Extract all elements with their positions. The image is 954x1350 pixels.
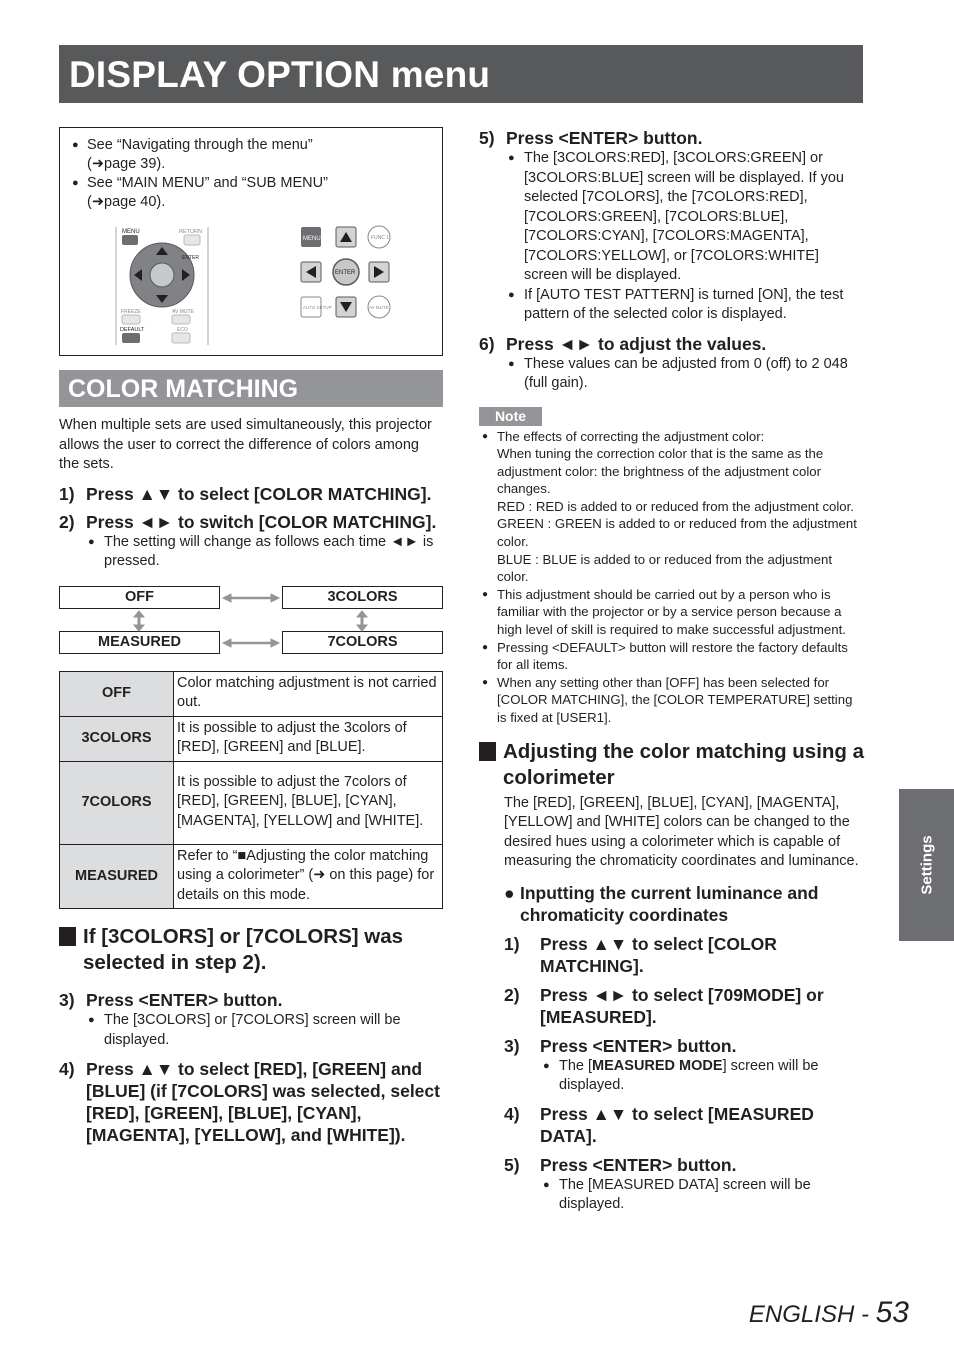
step-2-bullet: ● The setting will change as follows each time ◄► is pressed. (59, 533, 443, 572)
color-matching-intro: When multiple sets are used simultaneously, this projector allows the user to correct the difference of colors among the sets. (59, 417, 432, 472)
colorimeter-step-1: 1) Press ▲▼ to select [COLOR MATCHING]. (504, 933, 777, 976)
key-label-func: FUNC 1 (371, 235, 390, 241)
colorimeter-step-4: 4) Press ▲▼ to select [MEASURED DATA]. (504, 1103, 814, 1146)
step-5-bullet-2: ● If [AUTO TEST PATTERN] is turned [ON], the test pattern of the selected color is displayed. (479, 286, 865, 325)
title-bar (59, 45, 863, 103)
bullet-icon: ● (504, 882, 515, 903)
arrow-right-icon: ➜ (91, 156, 104, 172)
remote-label-menu: MENU (122, 229, 140, 235)
nav-bullet-1: ● See “Navigating through the menu” (➜page 39). (70, 136, 432, 174)
navigation-reference-box (59, 127, 443, 356)
table-row: 3COLORS It is possible to adjust the 3colors of [RED], [GREEN] and [BLUE]. (60, 716, 443, 761)
step-3: 3) Press <ENTER> button. (59, 990, 283, 1010)
note-item: ● Pressing <DEFAULT> button will restore the factory defaults for all items. (479, 639, 865, 674)
flow-box-measured: MEASURED (59, 631, 220, 654)
mode-flow-diagram (59, 586, 443, 658)
remote-control-illustration (112, 225, 212, 347)
mode-description-table (59, 671, 443, 910)
page-number: 53 (875, 1296, 909, 1329)
note-section (479, 407, 865, 727)
table-row: MEASURED Refer to “■Adjusting the color matching using a colorimeter” (➜ on this page) for details on this mode. (60, 844, 443, 909)
step-1: 1) Press ▲▼ to select [COLOR MATCHING]. (59, 483, 432, 504)
colorimeter-step-3-bullet: ● The [MEASURED MODE] screen will be displayed. (504, 1057, 865, 1096)
step-6: 6) Press ◄► to adjust the values. (479, 333, 767, 354)
colorimeter-steps (479, 933, 865, 1215)
flow-box-off: OFF (59, 586, 220, 609)
arrow-right-icon: ➜ (91, 194, 104, 210)
colorimeter-step-5-bullet: ● The [MEASURED DATA] screen will be displayed. (504, 1176, 865, 1215)
control-panel-keys-illustration (300, 225, 400, 325)
colorimeter-intro: The [RED], [GREEN], [BLUE], [CYAN], [MAGENTA], [YELLOW] and [WHITE] colors can be changed to the desired hues using a colorimeter which is capable of measuring the chromaticity coordinates and luminance. (504, 794, 859, 870)
step-5-bullet-1: ● The [3COLORS:RED], [3COLORS:GREEN] or [3COLORS:BLUE] screen will be displayed. If you selected [7COLORS], the [7COLORS:RED], [7COLORS:GREEN], [7COLORS:BLUE], [7COLORS:CYAN], [7COLORS:MAGENTA], [7COLORS:YELLOW], or [7COLORS:WHITE] screen will be displayed. (479, 149, 865, 286)
flow-arrows (59, 586, 443, 658)
colorimeter-subheading: ● Inputting the current luminance and chromaticity coordinates (504, 882, 819, 925)
colorimeter-step-3: 3) Press <ENTER> button. (504, 1035, 737, 1056)
key-label-enter: ENTER (335, 270, 356, 276)
remote-label-default: DEFAULT (120, 327, 145, 333)
step-5: 5) Press <ENTER> button. (479, 128, 703, 148)
colorimeter-step-5: 5) Press <ENTER> button. (504, 1154, 737, 1175)
key-label-auto-setup: AUTO SETUP (303, 305, 332, 310)
left-column (59, 127, 443, 1146)
footer-language: ENGLISH - (748, 1301, 876, 1328)
remote-label-return: RETURN (179, 229, 202, 235)
note-item: ● This adjustment should be carried out by a person who is familiar with the projector or by a service person because a high level of skill is required to make successful adjustment. (479, 586, 865, 639)
table-row: 7COLORS It is possible to adjust the 7colors of [RED], [GREEN], [BLUE], [CYAN], [MAGENTA], [YELLOW] and [WHITE]. (60, 761, 443, 844)
side-tab-settings: Settings (899, 789, 954, 941)
page-title: DISPLAY OPTION menu (69, 54, 491, 95)
black-square-icon (479, 742, 496, 761)
table-row: OFF Color matching adjustment is not carried out. (60, 671, 443, 716)
note-item: ● The effects of correcting the adjustment color: When tuning the correction color that is the same as the adjustment color: the brightness of the adjustment color changes. RED : RED is added to or reduced from the adjustment color. GREEN : GREEN is added to or reduced from the adjustment color. BLUE : BLUE is added to or reduced from the adjustment color. (479, 428, 865, 586)
note-item: ● When any setting other than [OFF] has been selected for [COLOR MATCHING], the [COLOR TEMPERATURE] setting is fixed at [USER1]. (479, 674, 865, 727)
right-column (479, 127, 865, 1215)
step-4: 4) Press ▲▼ to select [RED], [GREEN] and [BLUE] (if [7COLORS] was selected, select [RED], [GREEN], [BLUE], [CYAN], [MAGENTA], [YELLOW], and [WHITE]). (59, 1059, 440, 1145)
remote-label-eco: ECO (177, 327, 188, 333)
flow-box-7colors: 7COLORS (282, 631, 443, 654)
remote-label-enter: ENTER (182, 255, 199, 261)
step-6-bullet: ● These values can be adjusted from 0 (off) to 2 048 (full gain). (479, 355, 865, 394)
note-label: Note (479, 407, 542, 426)
flow-box-3colors: 3COLORS (282, 586, 443, 609)
step-2: 2) Press ◄► to switch [COLOR MATCHING]. (59, 511, 437, 532)
step-3-bullet: ● The [3COLORS] or [7COLORS] screen will be displayed. (59, 1011, 443, 1050)
key-label-av-mute: AV MUTE (369, 305, 389, 310)
key-label-menu: MENU (303, 236, 321, 242)
subheading-colorimeter: Adjusting the color matching using a colorimeter (479, 739, 865, 791)
nav-bullet-2: ● See “MAIN MENU” and “SUB MENU” (➜page 40). (70, 174, 432, 212)
section-header-color-matching: COLOR MATCHING (59, 370, 443, 407)
arrow-right-icon: ➜ (313, 867, 326, 883)
remote-label-freeze: FREEZE (121, 309, 141, 315)
colorimeter-step-2: 2) Press ◄► to select [709MODE] or [MEASURED]. (504, 984, 824, 1027)
subheading-if-3colors-7colors: If [3COLORS] or [7COLORS] was selected in step 2). (59, 924, 443, 976)
remote-label-av-mute: AV MUTE (172, 309, 194, 315)
black-square-icon (59, 927, 76, 946)
page-footer (749, 1296, 909, 1330)
